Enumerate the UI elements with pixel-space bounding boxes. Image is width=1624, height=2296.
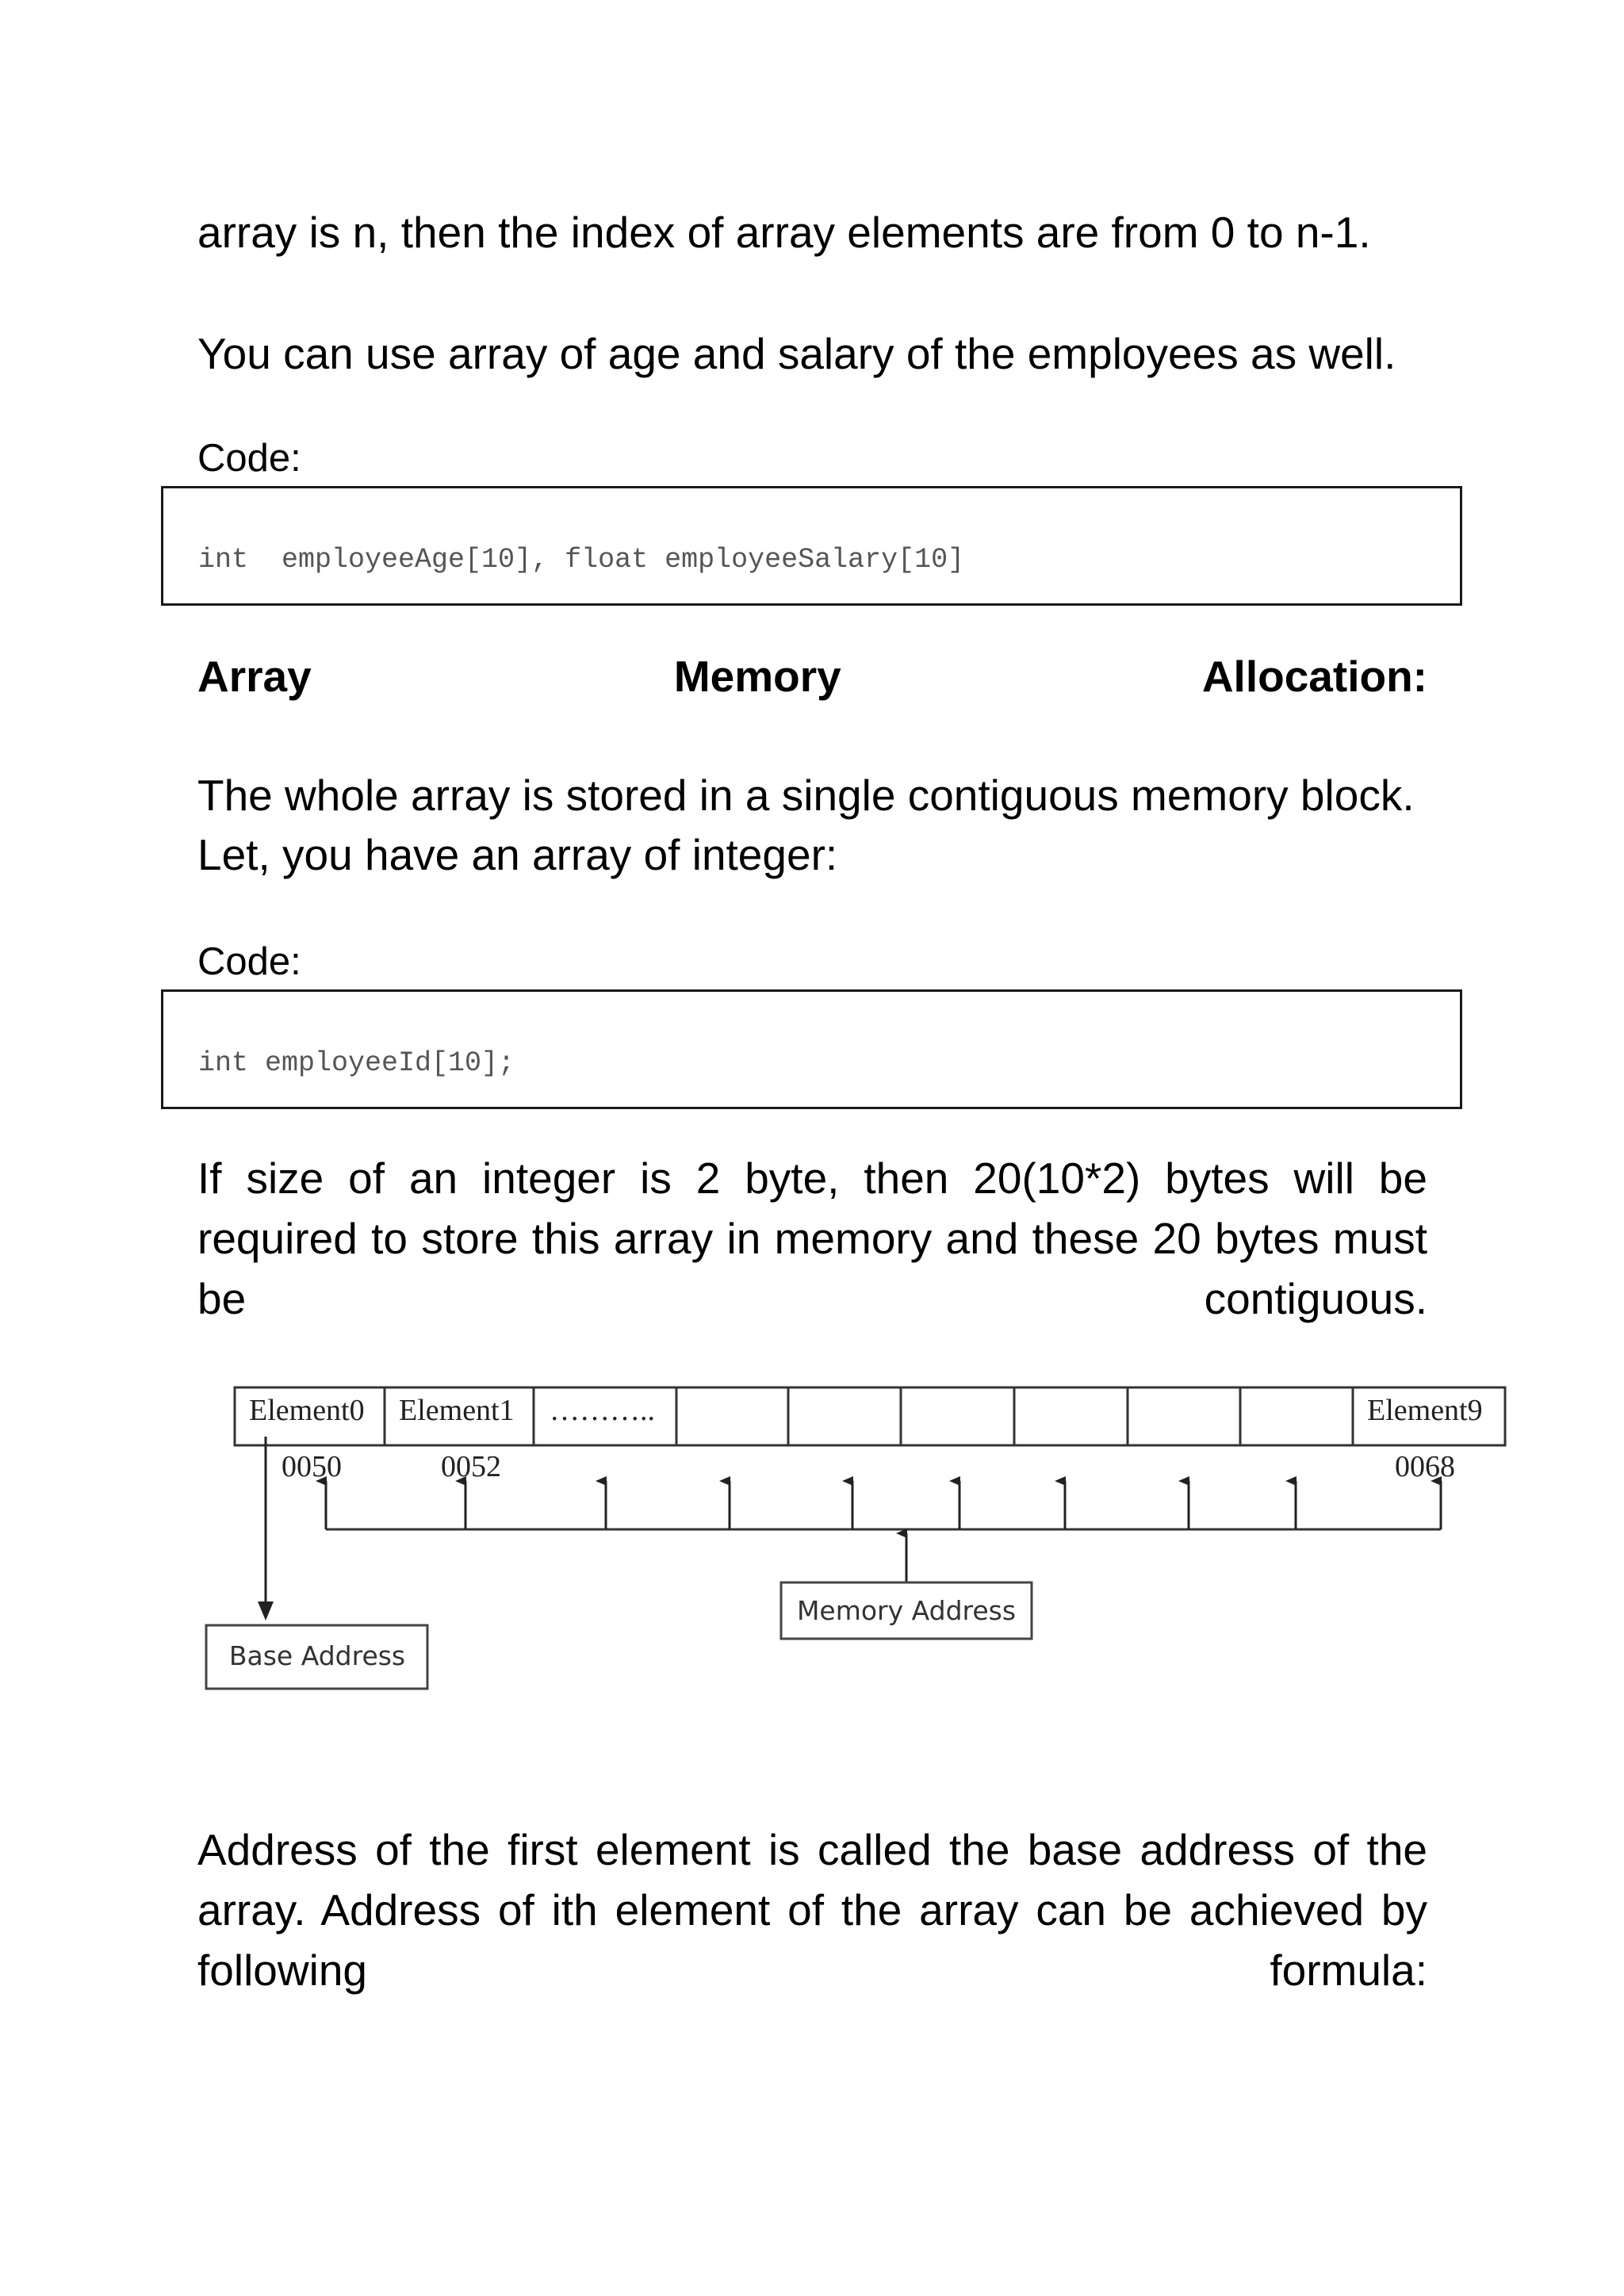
code-text-1: int employeeAge[10], float employeeSalary[10] [198, 544, 965, 576]
memory-address-label: Memory Address [796, 1595, 1017, 1626]
paragraph-array-index: array is n, then the index of array elements are from 0 to n-1. [197, 208, 1371, 257]
cell-element9: Element9 [1367, 1394, 1483, 1427]
address-first: 0050 [282, 1450, 342, 1483]
paragraph-integer-size: If size of an integer is 2 byte, then 20(10*2) bytes will be required to store this array in memory and these 20 bytes must be contiguous. [197, 1154, 1427, 1323]
code-text-2: int employeeId[10]; [198, 1047, 515, 1079]
paragraph-contiguous-line2: Let, you have an array of integer: [197, 830, 838, 879]
paragraph-contiguous-line1: The whole array is stored in a single contiguous memory block. [197, 771, 1415, 820]
cell-element0: Element0 [249, 1394, 365, 1427]
address-arrows [326, 1481, 1441, 1529]
cell-ellipsis: ……….. [550, 1394, 655, 1427]
paragraph-age-salary: You can use array of age and salary of the employees as well. [197, 329, 1396, 378]
cell-dividers [385, 1387, 1353, 1445]
paragraph-base-address: Address of the first element is called the base address of the array. Address of ith element of the array can be achieved by following formula: [197, 1825, 1427, 1995]
section-heading: Array Memory Allocation: [197, 652, 1427, 701]
cell-element1: Element1 [399, 1394, 515, 1427]
address-second: 0052 [441, 1450, 501, 1483]
code-label-2: Code: [197, 940, 301, 983]
base-address-label: Base Address [228, 1640, 406, 1671]
code-label-1: Code: [197, 437, 301, 480]
base-address-arrowhead [258, 1601, 274, 1621]
address-last: 0068 [1395, 1450, 1455, 1483]
